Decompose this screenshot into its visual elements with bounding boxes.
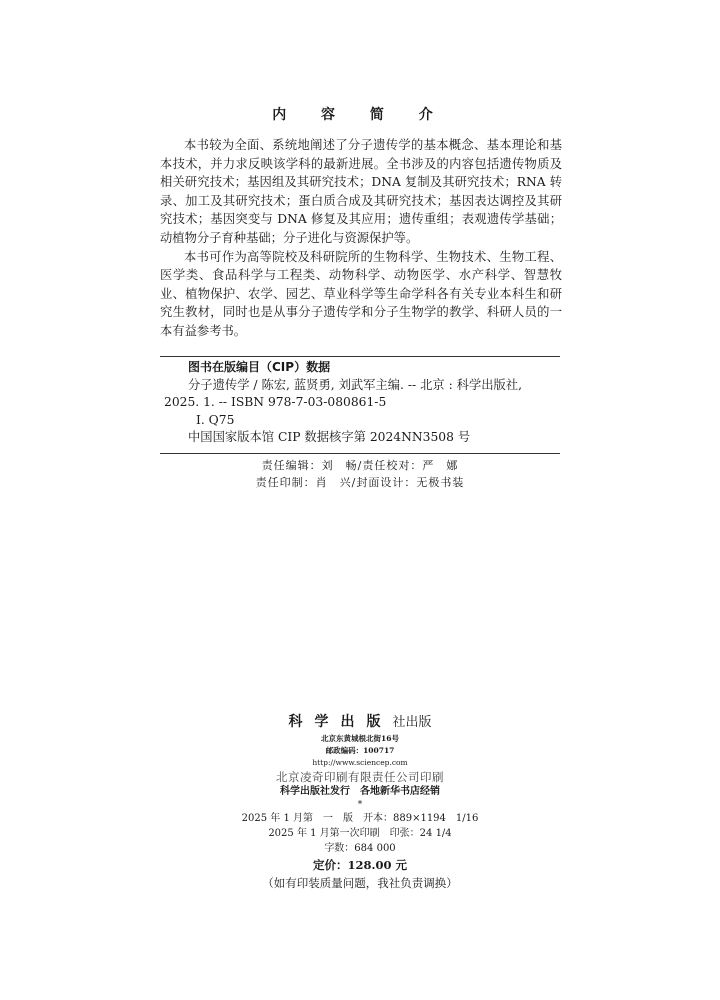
printer-line: 北京凌奇印刷有限责任公司印刷 bbox=[276, 770, 444, 784]
cip-bottom-rule bbox=[160, 453, 560, 454]
publisher-name-main: 科学出版 bbox=[288, 714, 393, 730]
cip-line-3: Ⅰ. Q75 bbox=[196, 412, 235, 427]
publisher-postcode: 邮政编码：100717 bbox=[325, 746, 395, 755]
page-title: 内 容 简 介 bbox=[272, 107, 448, 123]
publisher-name-last: 社出版 bbox=[392, 715, 432, 730]
publisher-block bbox=[0, 712, 720, 892]
cip-block bbox=[160, 359, 560, 447]
credits-line-1: 责任编辑：刘 畅/责任校对：严 娜 bbox=[261, 459, 459, 472]
publisher-url: http://www.sciencep.com bbox=[312, 758, 408, 767]
credits-block bbox=[0, 457, 720, 491]
quality-notice: （如有印装质量问题，我社负责调换） bbox=[262, 876, 458, 890]
credits-line-2: 责任印制：肖 兴/封面设计：无极书装 bbox=[255, 476, 465, 489]
abstract-paragraph-2: 本书可作为高等院校及科研院所的生物科学、生物技术、生物工程、医学类、食品科学与工程类、动物科学、动物医学、水产科学、智慧牧业、植物保护、农学、园艺、草业科学等生命学科各有关专业本科生和研究生教材，同时也是从事分子遗传学和分子生物学的教学、科研人员的一本有益参考书。 bbox=[160, 249, 562, 338]
cip-heading: 图书在版编目（CIP）数据 bbox=[188, 360, 331, 374]
edition-line: 2025 年 1 月第 一 版 开本：889×1194 1/16 bbox=[241, 813, 479, 824]
publisher-name bbox=[0, 712, 720, 733]
abstract-section bbox=[160, 136, 562, 341]
cip-line-1: 分子遗传学 / 陈宏, 蓝贤勇, 刘武军主编. -- 北京 : 科学出版社, bbox=[188, 377, 523, 392]
publisher-address: 北京东黄城根北街16号 bbox=[321, 734, 399, 743]
wordcount-line: 字数：684 000 bbox=[324, 843, 396, 854]
printing-line: 2025 年 1 月第一次印刷 印张：24 1/4 bbox=[268, 828, 452, 839]
abstract-paragraph-1: 本书较为全面、系统地阐述了分子遗传学的基本概念、基本理论和基本技术，并力求反映该学科的最新进展。全书涉及的内容包括遗传物质及相关研究技术；基因组及其研究技术；DNA 复制及其研究技术；RNA 转录、加工及其研究技术；蛋白质合成及其研究技术；基因表达调控及其研究技术；基因突变与 DNA 修复及其应用；遗传重组；表观遗传学基础；动植物分子育种基础；分子进化与资源保护等。 bbox=[160, 138, 562, 245]
cip-line-2: 2025. 1. -- ISBN 978-7-03-080861-5 bbox=[164, 395, 387, 409]
separator-star: * bbox=[357, 800, 363, 810]
distribution-line: 科学出版社发行 各地新华书店经销 bbox=[280, 786, 440, 797]
cip-line-4: 中国国家版本馆 CIP 数据核字第 2024NN3508 号 bbox=[188, 430, 471, 444]
price-line: 定价：128.00 元 bbox=[312, 858, 407, 872]
cip-top-rule bbox=[160, 356, 560, 357]
